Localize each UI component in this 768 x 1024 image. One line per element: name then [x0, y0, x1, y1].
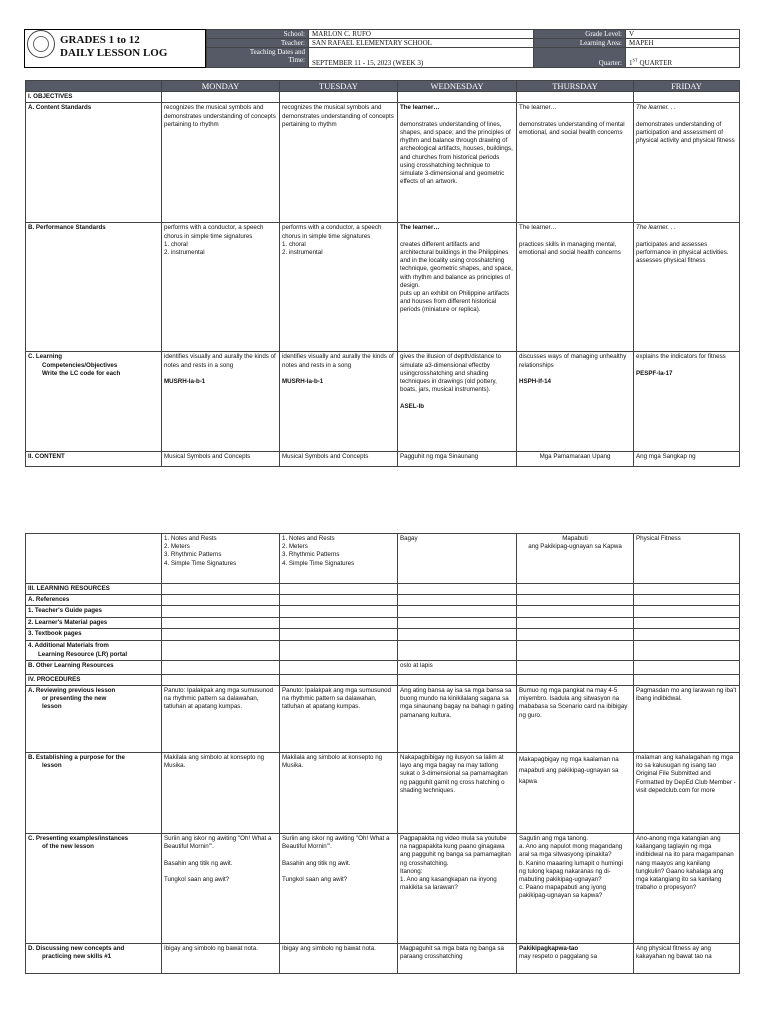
- performance-standards-wed: The learner… creates different artifacts and architectural buildings in the Philippines and in the locality using crosshatching technique, geometric shapes, and space, with rhythm and balance as principles of design. puts up an exhibit on Philippine artifacts and houses from different historical periods (miniature or replica).: [398, 223, 517, 352]
- purpose-label: B. Establishing a purpose for the lesson: [26, 753, 162, 834]
- objectives-label: I. OBJECTIVES: [26, 92, 162, 103]
- content-cont-mon: 1. Notes and Rests 2. Meters 3. Rhythmic Patterns 4. Simple Time Signatures: [162, 534, 280, 584]
- content-label: II. CONTENT: [26, 452, 162, 467]
- discussing-fri: Ang physical fitness ay ang kakayahan ng bawat tao na: [634, 944, 740, 974]
- purpose-mon: Makilala ang simbolo at konsepto ng Musika.: [162, 753, 280, 834]
- content-standards-wed: The learner… demonstrates understanding of lines, shapes, and space; and the principles of rhythm and balance through drawing of archeological artifacts, houses, buildings, and churches from historical periods using crosshatching technique to simulate 3-dimensional and geometric effects of an artwork.: [398, 103, 517, 223]
- discussing-tue: Ibigay ang simbolo ng bawat nota.: [280, 944, 398, 974]
- presenting-thu: Sagutin ang mga tanong. a. Ano ang napulot mong magandang aral sa mga sitwasyong ipinakita? b. Kanino maaaring lumapit o humingi ng tulong kapag nakaranas ng di- mabuting pakikipag-ugnayan? c. Paano mapapabuti ang iyong pakikipag-ugnayan sa kapwa?: [517, 834, 634, 944]
- discussing-thu: Pakikipagkapwa-tao may respeto o paggalang sa: [517, 944, 634, 974]
- reviewing-thu: Bumuo ng mga pangkat na may 4-5 miyembro. Isadula ang sitwasyon na mababasa sa Scenario card na ibibigay ng guro.: [517, 686, 634, 753]
- performance-standards-tue: performs with a conductor, a speech chorus in simple time signatures 1. choral 2. instrumental: [280, 223, 398, 352]
- grade-level-value: V: [626, 30, 740, 39]
- learners-material-label: 2. Learner's Material pages: [26, 617, 162, 628]
- learning-resources-label: III. LEARNING RESOURCES: [26, 584, 162, 595]
- purpose-fri: malaman ang kahalagahan ng mga ito sa kalusugan ng isang tao Original File Submitted and Formatted by DepEd Club Member - visit depedclub.com for more: [634, 753, 740, 834]
- day-thursday: THURSDAY: [517, 81, 634, 92]
- presenting-label: C. Presenting examples/instances of the new lesson: [26, 834, 162, 944]
- purpose-tue: Makilala ang simbolo at konsepto ng Musika.: [280, 753, 398, 834]
- additional-materials-label: 4. Additional Materials from Learning Resource (LR) portal: [26, 640, 162, 660]
- content-cont-label: [26, 534, 162, 584]
- content-tue: Musical Symbols and Concepts: [280, 452, 398, 467]
- content-standards-mon: recognizes the musical symbols and demonstrates understanding of concepts pertaining to rhythm: [162, 103, 280, 223]
- presenting-mon: Suriin ang iskor ng awiting "Oh! What a Beautiful Mornin'". Basahin ang titik ng awit. Tungkol saan ang awit?: [162, 834, 280, 944]
- grade-level-label: Grade Level:: [534, 30, 626, 39]
- teacher-value: SAN RAFAEL ELEMENTARY SCHOOL: [309, 39, 534, 48]
- quarter-value: 1ST QUARTER: [626, 48, 740, 68]
- content-standards-label: A. Content Standards: [26, 103, 162, 223]
- reviewing-mon: Panuto: Ipalakpak ang mga sumusunod na rhythmic pattern sa dalawahan, tatluhan at apatang kumpas.: [162, 686, 280, 753]
- title-box: [24, 29, 206, 68]
- learning-area-label: Learning Area:: [534, 39, 626, 48]
- content-cont-tue: 1. Notes and Rests 2. Meters 3. Rhythmic Patterns 4. Simple Time Signatures: [280, 534, 398, 584]
- teaching-dates-label: Teaching Dates and Time:: [207, 48, 309, 68]
- purpose-wed: Nakapagbibigay ng ilusyon sa lalim at layo ang mga bagay na may tatlong sukat o 3-dimensional sa pamamagitan ng pagguhit gamit ng cross hatching o shading techniques.: [398, 753, 517, 834]
- school-value: MARLON C. RUFO: [309, 30, 534, 39]
- reviewing-label: A. Reviewing previous lesson or presenting the new lesson: [26, 686, 162, 753]
- title-line-1: GRADES 1 to 12: [60, 34, 140, 46]
- corner-cell: [26, 81, 162, 92]
- content-standards-tue: recognizes the musical symbols and demonstrates understanding of concepts pertaining to rhythm: [280, 103, 398, 223]
- procedures-label: IV. PROCEDURES: [26, 674, 162, 685]
- other-resources-label: B. Other Learning Resources: [26, 660, 162, 674]
- competencies-tue: identifies visually and aurally the kinds of notes and rests in a song MUSRH-Ia-b-1: [280, 352, 398, 452]
- teachers-guide-label: 1. Teacher's Guide pages: [26, 606, 162, 617]
- content-standards-thu: The learner… demonstrates understanding of mental emotional, and social health concerns: [517, 103, 634, 223]
- discussing-wed: Magpaguhit sa mga bata ng banga sa paraang crosshatching: [398, 944, 517, 974]
- day-wednesday: WEDNESDAY: [398, 81, 517, 92]
- content-fri: Ang mga Sangkap ng: [634, 452, 740, 467]
- day-monday: MONDAY: [162, 81, 280, 92]
- content-wed: Pagguhit ng mga Sinaunang: [398, 452, 517, 467]
- competencies-wed: gives the illusion of depth/distance to simulate a3-dimensional effectby usingcrosshatching and shading techniques in drawings (old pottery, boats, jars, musical instruments). ASEL-Ib: [398, 352, 517, 452]
- discussing-label: D. Discussing new concepts and practicing new skills #1: [26, 944, 162, 974]
- content-cont-wed: Bagay: [398, 534, 517, 584]
- other-resources-wed: oslo at lapis: [398, 660, 517, 674]
- performance-standards-thu: The learner… practices skills in managing mental, emotional and social health concerns: [517, 223, 634, 352]
- header-info-table: [206, 29, 740, 68]
- content-cont-thu: Mapabuti ang Pakikipag-ugnayan sa Kapwa: [517, 534, 634, 584]
- references-label: A. References: [26, 595, 162, 606]
- presenting-wed: Pagpapakita ng video mula sa youtube na nagpapakita kung paano ginagawa ang pagguhit ng banga sa pamamagitan ng crosshatching. Itanong: 1. Ano ang kasangkapan na inyong makikita sa larawan?: [398, 834, 517, 944]
- competencies-thu: discusses ways of managing unhealthy relationships HSPH-If-14: [517, 352, 634, 452]
- reviewing-wed: Ang ating bansa ay isa sa mga bansa sa buong mundo na kinikilalang sagana sa mga sinaunang bagay na bahagi n gating pamanang kultura.: [398, 686, 517, 753]
- day-tuesday: TUESDAY: [280, 81, 398, 92]
- performance-standards-fri: The learner. . . participates and assesses performance in physical activities. assesses physical fitness: [634, 223, 740, 352]
- reviewing-tue: Panuto: Ipalakpak ang mga sumusunod na rhythmic pattern sa dalawahan, tatluhan at apatang kumpas.: [280, 686, 398, 753]
- purpose-thu: Makapagbigay ng mga kaalaman na mapabuti ang pakikipag-ugnayan sa kapwa: [517, 753, 634, 834]
- lesson-log-table-page-1: [25, 80, 740, 467]
- textbook-label: 3. Textbook pages: [26, 628, 162, 640]
- teaching-dates-value: SEPTEMBER 11 - 15, 2023 (WEEK 3): [309, 48, 534, 68]
- performance-standards-mon: performs with a conductor, a speech chorus in simple time signatures 1. choral 2. instrumental: [162, 223, 280, 352]
- quarter-label: Quarter:: [534, 48, 626, 68]
- reviewing-fri: Pagmasdan mo ang larawan ng iba't ibang indibidwal.: [634, 686, 740, 753]
- competencies-mon: identifies visually and aurally the kinds of notes and rests in a song MUSRH-Ia-b-1: [162, 352, 280, 452]
- presenting-tue: Suriin ang iskor ng awiting "Oh! What a Beautiful Mornin'". Basahin ang titik ng awit. Tungkol saan ang awit?: [280, 834, 398, 944]
- performance-standards-label: B. Performance Standards: [26, 223, 162, 352]
- day-friday: FRIDAY: [634, 81, 740, 92]
- content-thu: Mga Pamamaraan Upang: [517, 452, 634, 467]
- teacher-label: Teacher:: [207, 39, 309, 48]
- competencies-label: C. Learning Competencies/Objectives Write the LC code for each: [26, 352, 162, 452]
- content-cont-fri: Physical Fitness: [634, 534, 740, 584]
- content-mon: Musical Symbols and Concepts: [162, 452, 280, 467]
- lesson-log-table-page-2: [25, 533, 740, 974]
- school-label: School:: [207, 30, 309, 39]
- learning-area-value: MAPEH: [626, 39, 740, 48]
- content-standards-fri: The learner. . . demonstrates understanding of participation and assessment of physical activity and physical fitness: [634, 103, 740, 223]
- presenting-fri: Ano-anong mga katangian ang kailangang taglayin ng mga indibidwal na ito para magampanan nang maayos ang kanilang tungkulin? Gaano kahalaga ang mga katangiang ito sa kanilang trabaho o propesyon?: [634, 834, 740, 944]
- discussing-mon: Ibigay ang simbolo ng bawat nota.: [162, 944, 280, 974]
- title-line-2: DAILY LESSON LOG: [60, 47, 168, 59]
- competencies-fri: explains the indicators for fitness PESPF-Ia-17: [634, 352, 740, 452]
